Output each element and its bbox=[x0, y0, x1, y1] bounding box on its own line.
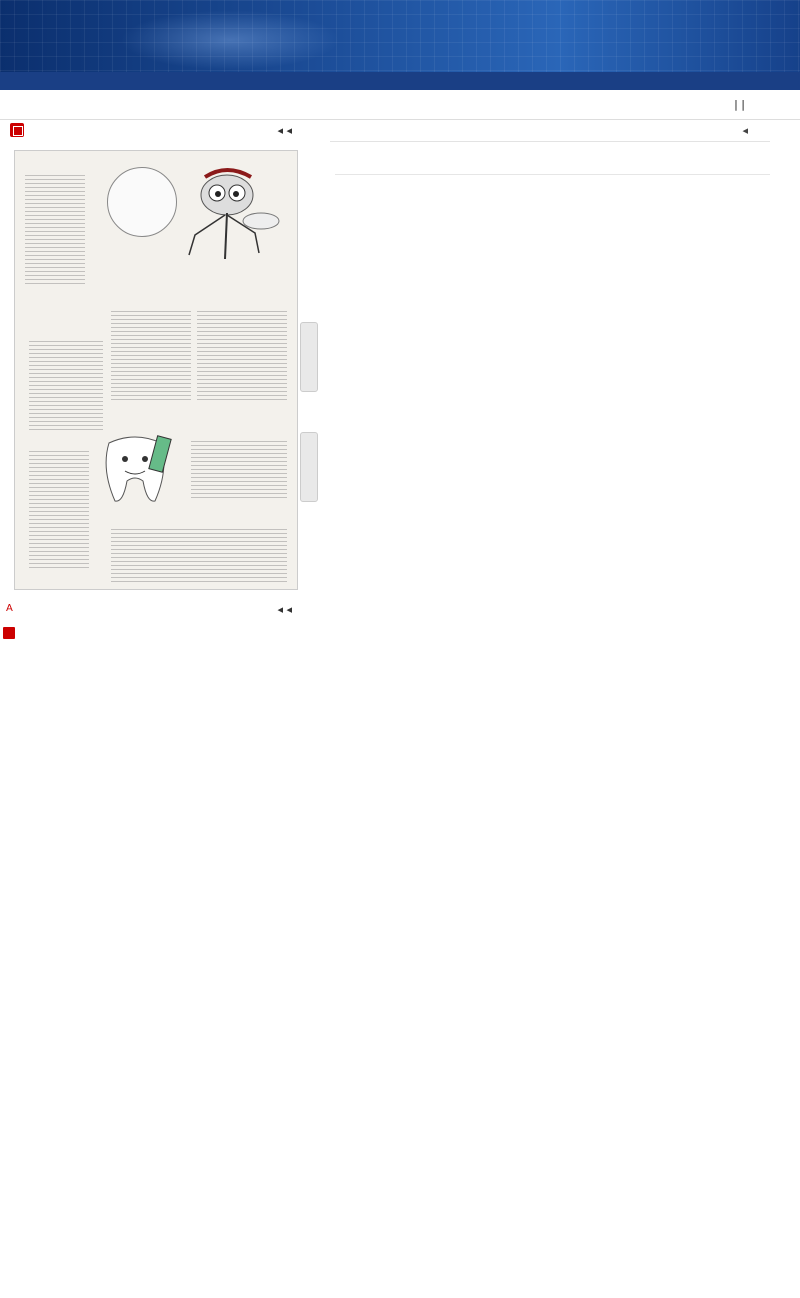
footer-prev-icon[interactable]: ◂ bbox=[277, 603, 283, 616]
calendar-icon bbox=[3, 627, 15, 639]
date-bar bbox=[0, 72, 800, 90]
next-page-icon[interactable]: ◂ bbox=[286, 124, 292, 137]
tooth-illustration bbox=[95, 429, 175, 509]
thumb-text-block bbox=[197, 311, 287, 401]
footer-next-icon[interactable]: ◂ bbox=[286, 603, 292, 616]
prev-article-nav bbox=[742, 124, 748, 137]
breadcrumb bbox=[330, 120, 770, 142]
paper-footer bbox=[0, 600, 300, 622]
paper-header bbox=[0, 120, 300, 142]
page-marker-icon: A bbox=[6, 603, 13, 614]
newspaper-icon bbox=[10, 123, 24, 137]
thumb-text-block bbox=[191, 441, 287, 501]
side-next-page-tab[interactable] bbox=[300, 432, 318, 502]
prev-article-icon[interactable]: ◂ bbox=[742, 124, 748, 137]
article-meta bbox=[335, 168, 770, 175]
footer-page-nav bbox=[277, 603, 292, 616]
top-nav bbox=[0, 90, 800, 120]
left-column bbox=[0, 120, 300, 616]
newspaper-thumbnail[interactable] bbox=[14, 150, 298, 590]
article-column bbox=[330, 120, 770, 175]
prev-page-icon[interactable]: ◂ bbox=[277, 124, 283, 137]
side-prev-page-tab[interactable] bbox=[300, 322, 318, 392]
thumb-text-block bbox=[29, 341, 103, 431]
nav-right: | | bbox=[734, 98, 745, 111]
thumb-text-block bbox=[111, 529, 287, 585]
calendar-header bbox=[0, 624, 300, 646]
mosquito-illustration bbox=[165, 163, 285, 263]
thumb-text-block bbox=[25, 175, 85, 285]
thumb-text-block bbox=[111, 311, 191, 401]
site-banner bbox=[0, 0, 800, 72]
paper-page-nav bbox=[277, 124, 292, 137]
thumb-text-block bbox=[29, 451, 89, 571]
banner-glow bbox=[120, 10, 340, 70]
